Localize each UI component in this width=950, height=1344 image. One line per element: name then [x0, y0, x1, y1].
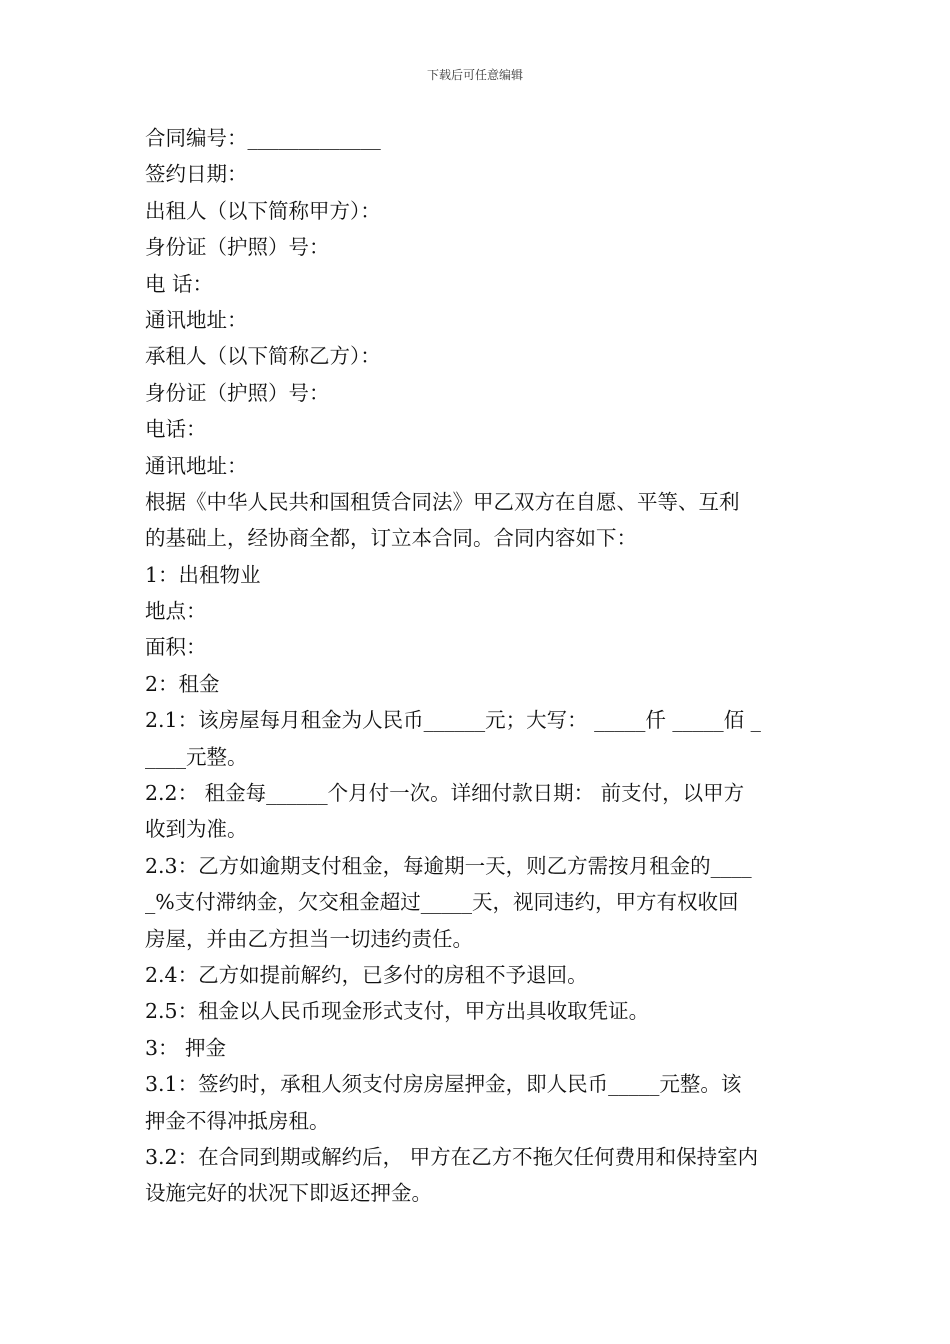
section-3-heading: 3： 押金	[145, 1035, 227, 1060]
signing-date-line: 签约日期：	[145, 162, 248, 187]
lessee-phone-line: 电话：	[145, 417, 207, 442]
lessee-address-line: 通讯地址：	[145, 453, 248, 478]
clause-3-2-line-2: 设施完好的状况下即返还押金。	[145, 1181, 432, 1206]
clause-2-2-line-2: 收到为准。	[145, 817, 248, 842]
lessee-id-line: 身份证（护照）号：	[145, 380, 330, 405]
lessee-line: 承租人（以下简称乙方）：	[145, 344, 381, 369]
page-header: 下载后可任意编辑	[426, 68, 523, 82]
location-line: 地点：	[145, 599, 207, 624]
clause-2-2-line-1: 2.2： 租金每______个月付一次。详细付款日期： 前支付，以甲方	[145, 781, 745, 806]
contract-body	[145, 120, 815, 1212]
clause-2-5-line: 2.5：租金以人民币现金形式支付，甲方出具收取凭证。	[145, 999, 650, 1024]
lessor-phone-line: 电 话：	[145, 271, 214, 296]
preamble-line-1: 根据《中华人民共和国租赁合同法》甲乙双方在自愿、平等、互利	[145, 489, 740, 514]
contract-number-line: 合同编号：_____________	[145, 126, 381, 150]
section-2-heading: 2：租金	[145, 671, 220, 696]
clause-2-3-line-3: 房屋，并由乙方担当一切违约责任。	[145, 926, 473, 951]
clause-3-2-line-1: 3.2：在合同到期或解约后， 甲方在乙方不拖欠任何费用和保持室内	[145, 1144, 759, 1169]
section-1-heading: 1：出租物业	[145, 562, 261, 587]
clause-2-1-line-2: ____元整。	[145, 744, 248, 769]
lessor-line: 出租人（以下简称甲方）：	[145, 198, 381, 223]
lessor-id-line: 身份证（护照）号：	[145, 235, 330, 260]
lessor-address-line: 通讯地址：	[145, 307, 248, 332]
clause-2-3-line-2: _%支付滞纳金，欠交租金超过_____天，视同违约，甲方有权收回	[145, 890, 739, 915]
area-line: 面积：	[145, 635, 207, 660]
clause-2-3-line-1: 2.3：乙方如逾期支付租金，每逾期一天，则乙方需按月租金的____	[145, 853, 752, 878]
clause-2-4-line: 2.4：乙方如提前解约，已多付的房租不予退回。	[145, 962, 588, 987]
preamble-line-2: 的基础上，经协商全都，订立本合同。合同内容如下：	[145, 526, 637, 551]
clause-3-1-line-2: 押金不得冲抵房租。	[145, 1108, 330, 1133]
clause-3-1-line-1: 3.1：签约时，承租人须支付房房屋押金，即人民币_____元整。该	[145, 1072, 742, 1097]
clause-2-1-line-1: 2.1：该房屋每月租金为人民币______元；大写： _____仟 _____佰 _	[145, 708, 761, 733]
